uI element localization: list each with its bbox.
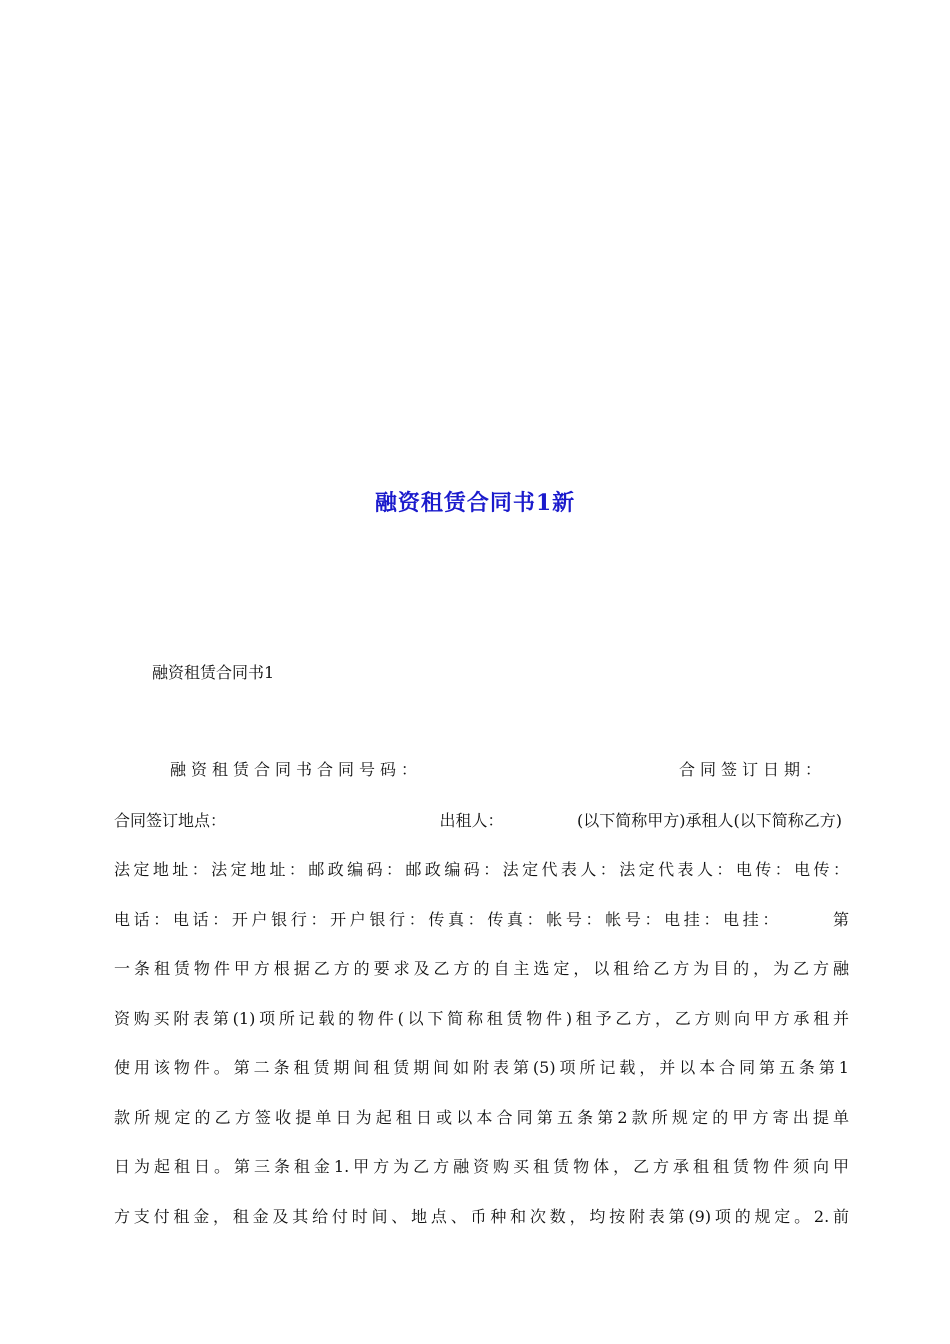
body-row: 方支付租金，租金及其给付时间、地点、币种和次数，均按附表第(9)项的规定。2.前: [114, 1206, 849, 1226]
body-row: 日为起租日。第三条租金1.甲方为乙方融资购买租赁物体，乙方承租租赁物件须向甲: [114, 1157, 849, 1176]
party-abbreviations: (以下简称甲方)承租人(以下简称乙方): [577, 811, 842, 830]
body-row: 使用该物件。第二条租赁期间租赁期间如附表第(5)项所记载，并以本合同第五条第1: [114, 1058, 849, 1077]
contract-number-label: 融资租赁合同书合同号码：: [170, 760, 423, 779]
parties-line: [114, 796, 842, 845]
lessor-label: 出租人：: [439, 811, 504, 830]
body-row: 款所规定的乙方签收提单日为起租日或以本合同第五条第2款所规定的甲方寄出提单: [114, 1107, 849, 1127]
body-row: 法定地址：法定地址：邮政编码：邮政编码：法定代表人：法定代表人：电传：电传：: [114, 860, 849, 879]
signing-place-label: 合同签订地点：: [114, 811, 227, 830]
document-subtitle: 融资租赁合同书1: [152, 663, 275, 682]
contract-body: [114, 845, 849, 1241]
document-title: 融资租赁合同书1新: [374, 490, 576, 516]
body-row: 资购买附表第(1)项所记载的物件(以下简称租赁物件)租予乙方，乙方则向甲方承租并: [114, 1008, 849, 1028]
contract-date-label: 合同签订日期：: [678, 760, 826, 779]
body-row: 电话：电话：开户银行：开户银行：传真：传真：帐号：帐号：电挂：电挂： 第: [114, 909, 849, 929]
body-row: 一条租赁物件甲方根据乙方的要求及乙方的自主选定，以租给乙方为目的，为乙方融: [114, 959, 849, 978]
contract-number-line: [170, 745, 826, 794]
